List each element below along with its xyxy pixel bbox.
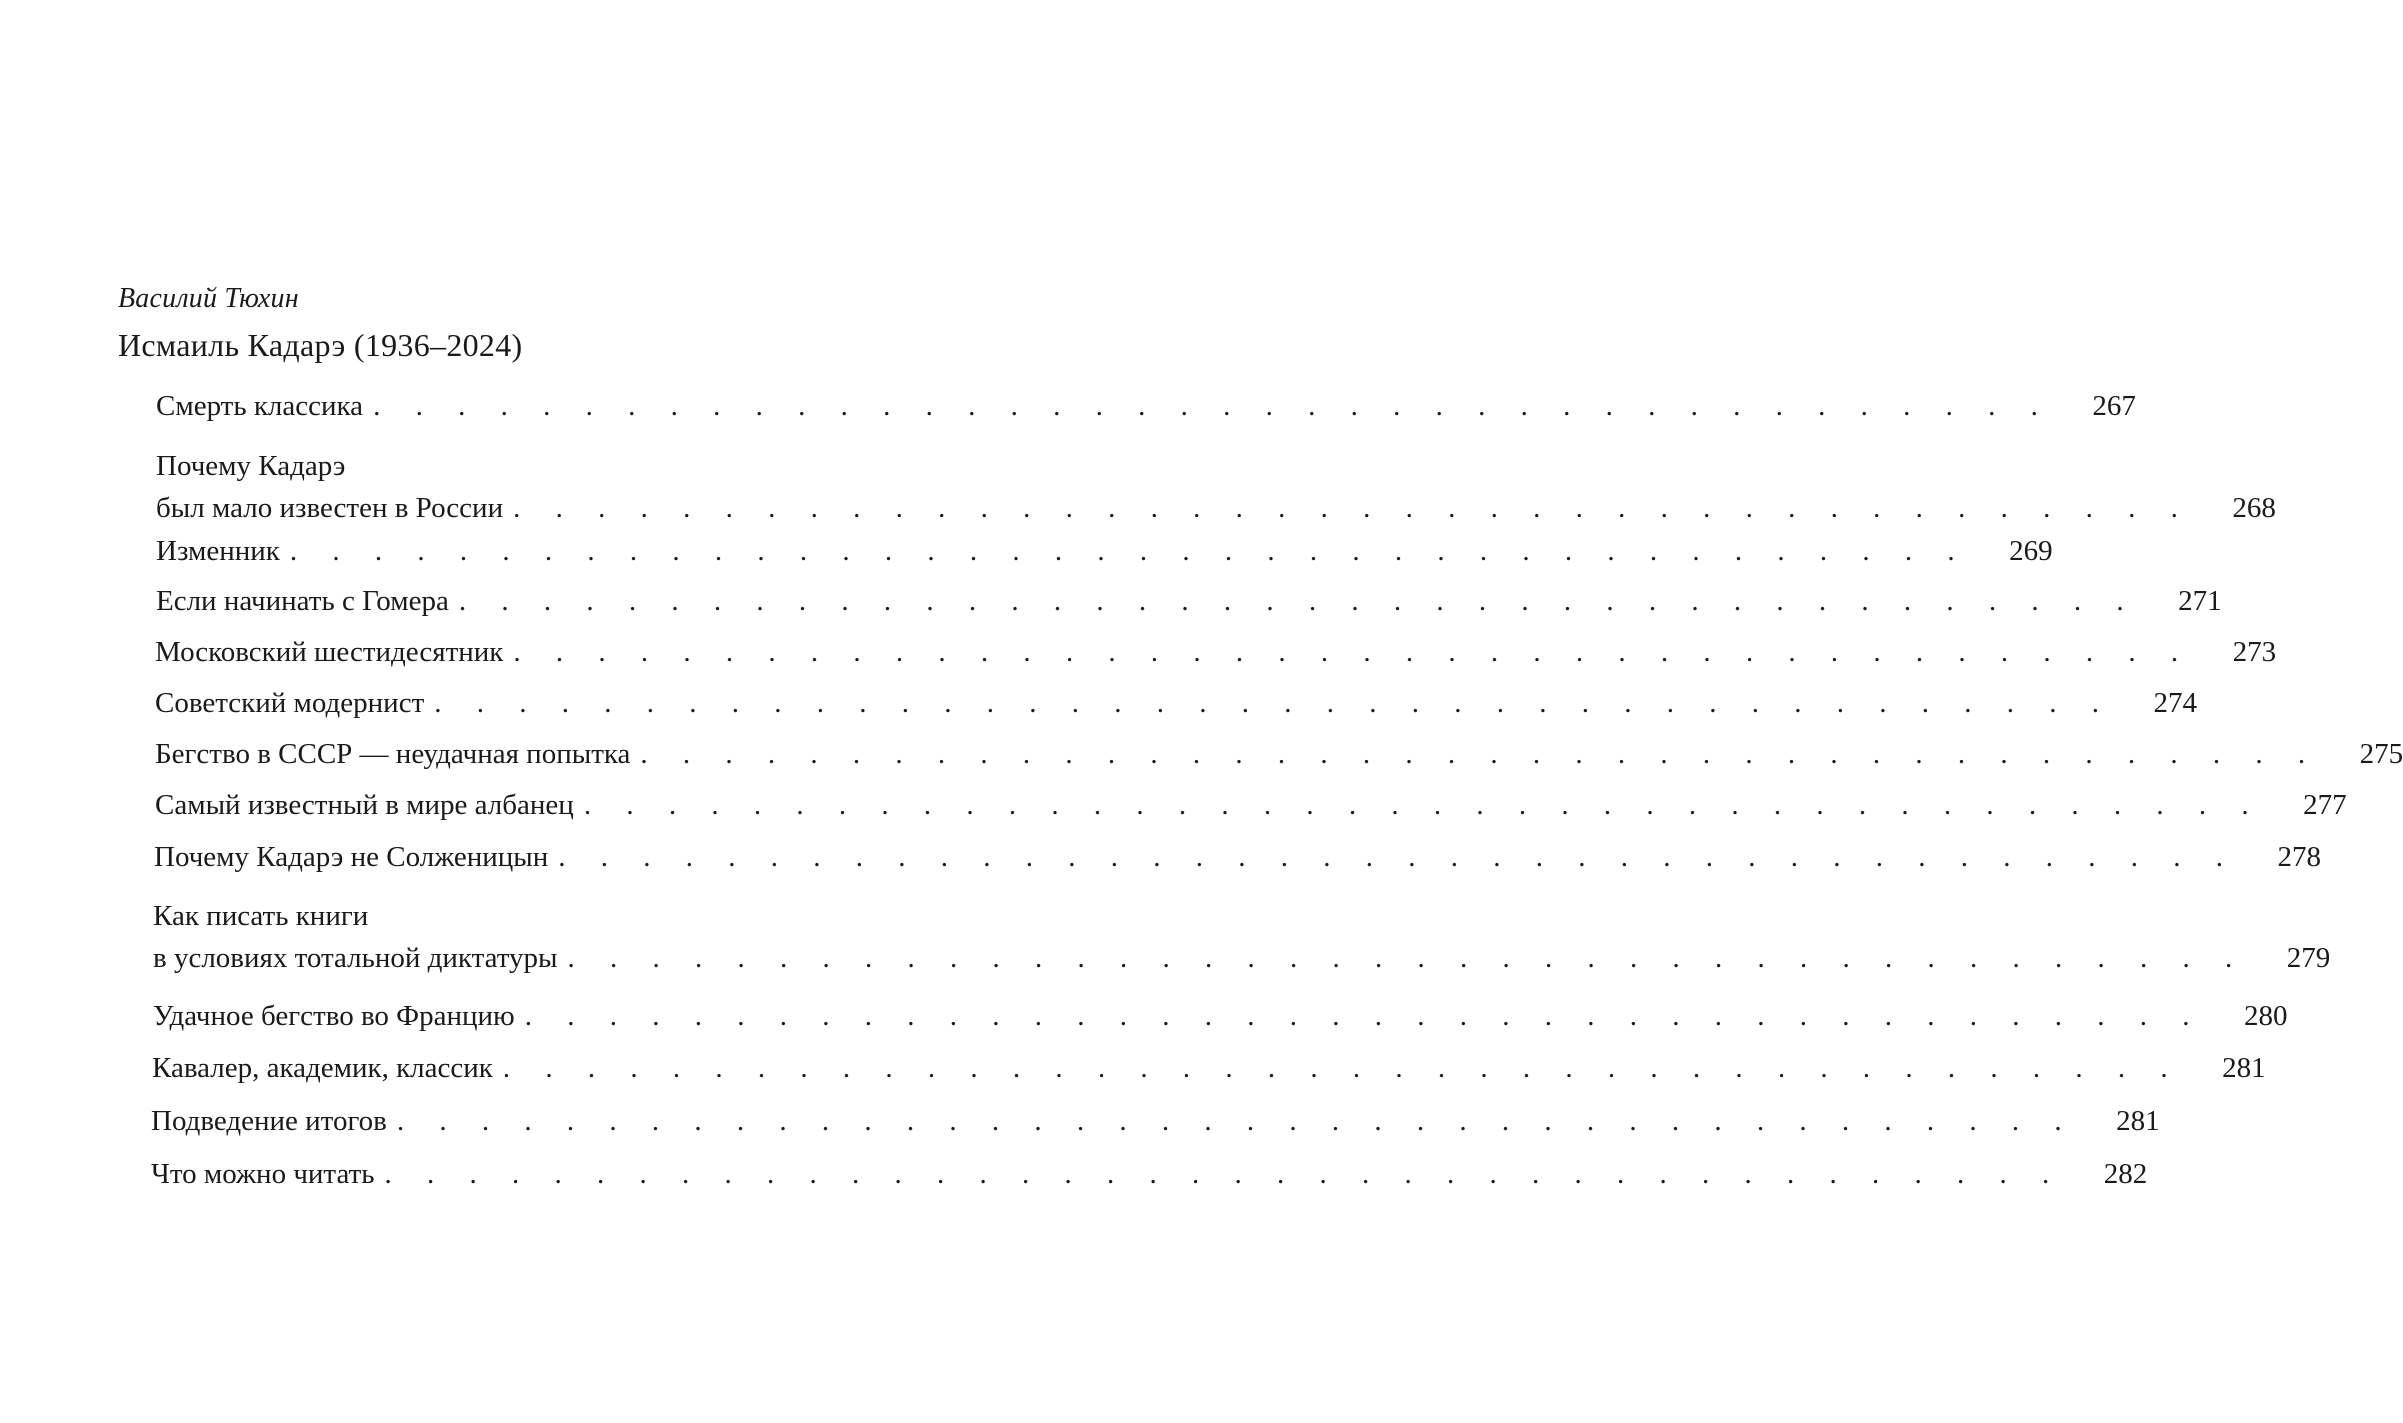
toc-page-number: 269: [2009, 535, 2053, 567]
toc-entry-title: Изменник: [156, 535, 280, 567]
toc-entry[interactable]: [156, 530, 2053, 572]
toc-page-number: 271: [2178, 585, 2222, 617]
toc-entry[interactable]: [151, 1100, 2160, 1142]
toc-entry-title: был мало известен в России: [156, 492, 504, 524]
toc-entry-title: Советский модернист: [155, 687, 425, 719]
toc-page-number: 275: [2359, 738, 2403, 770]
dot-leader: . . . . . . . . . . . . . . . . . . . . . . . . . . . . . . . . . . . . . . . .: [513, 492, 2192, 524]
dot-leader: . . . . . . . . . . . . . . . . . . . . . . . . . . . . . . . . . . . . . . . .: [558, 841, 2238, 873]
toc-entry[interactable]: [151, 1153, 2148, 1195]
toc-entry-title: Смерть классика: [156, 390, 364, 422]
dot-leader: . . . . . . . . . . . . . . . . . . . . . . . . . . . . . . . . . . . . . . . .: [289, 535, 1969, 567]
toc-entry[interactable]: [155, 784, 2347, 826]
toc-page-number: 281: [2222, 1052, 2266, 1084]
dot-leader: . . . . . . . . . . . . . . . . . . . . . . . . . . . . . . . . . . . . . . . .: [384, 1158, 2064, 1190]
toc-entry[interactable]: [155, 733, 2403, 775]
dot-leader: . . . . . . . . . . . . . . . . . . . . . . . . . . . . . . . . . . . . . . . .: [434, 687, 2113, 719]
toc-entry-title: в условиях тотальной диктатуры: [153, 942, 558, 974]
toc-page-number: 281: [2116, 1105, 2160, 1137]
toc-entry[interactable]: [154, 836, 2322, 878]
dot-leader: . . . . . . . . . . . . . . . . . . . . . . . . . . . . . . . . . . . . . . . .: [513, 636, 2193, 668]
toc-page-number: 278: [2277, 841, 2322, 873]
toc-entry-title: Что можно читать: [151, 1158, 375, 1190]
section-title: Исмаиль Кадарэ (1936–2024): [118, 327, 523, 363]
toc-entry-title: Бегство в СССР — неудачная попытка: [155, 738, 631, 770]
toc-page-number: 277: [2303, 789, 2347, 821]
toc-entry[interactable]: [156, 385, 2136, 427]
toc-entry[interactable]: [155, 631, 2277, 673]
toc-page-number: 268: [2232, 492, 2276, 524]
toc-entry-title: Кавалер, академик, классик: [152, 1052, 493, 1084]
toc-page-number: 280: [2243, 1000, 2288, 1032]
toc-page-number: 274: [2153, 687, 2197, 719]
author-name: Василий Тюхин: [118, 283, 299, 314]
dot-leader: . . . . . . . . . . . . . . . . . . . . . . . . . . . . . . . . . . . . . . . .: [524, 1000, 2204, 1032]
toc-entry-title-line: Почему Кадарэ: [156, 450, 346, 482]
dot-leader: . . . . . . . . . . . . . . . . . . . . . . . . . . . . . . . . . . . . . . . .: [458, 585, 2138, 617]
toc-entry[interactable]: [156, 580, 2222, 622]
dot-leader: . . . . . . . . . . . . . . . . . . . . . . . . . . . . . . . . . . . . . . . .: [396, 1105, 2076, 1137]
toc-entry[interactable]: [156, 445, 2276, 529]
toc-entry-title-line: Как писать книги: [153, 900, 369, 932]
toc-entry-title: Удачное бегство во Францию: [153, 1000, 515, 1032]
toc-page-number: 273: [2232, 636, 2277, 668]
toc-entry-title: Подведение итогов: [151, 1105, 387, 1137]
toc-entry[interactable]: [155, 682, 2197, 724]
toc-page-number: 282: [2103, 1158, 2148, 1190]
toc-entry-title: Самый известный в мире албанец: [155, 789, 574, 821]
dot-leader: . . . . . . . . . . . . . . . . . . . . . . . . . . . . . . . . . . . . . . . .: [640, 738, 2320, 770]
toc-entry[interactable]: [152, 1047, 2266, 1089]
toc-entry[interactable]: [153, 895, 2331, 979]
toc-page-number: 279: [2286, 942, 2331, 974]
dot-leader: . . . . . . . . . . . . . . . . . . . . . . . . . . . . . . . . . . . . . . . .: [373, 390, 2052, 422]
dot-leader: . . . . . . . . . . . . . . . . . . . . . . . . . . . . . . . . . . . . . . . .: [583, 789, 2263, 821]
toc-page-number: 267: [2092, 390, 2136, 422]
dot-leader: . . . . . . . . . . . . . . . . . . . . . . . . . . . . . . . . . . . . . . . .: [502, 1052, 2182, 1084]
toc-entry-title: Почему Кадарэ не Солженицын: [154, 841, 549, 873]
toc-entry-title: Московский шестидесятник: [155, 636, 504, 668]
toc-entry[interactable]: [153, 995, 2288, 1037]
dot-leader: . . . . . . . . . . . . . . . . . . . . . . . . . . . . . . . . . . . . . . . .: [567, 942, 2247, 974]
toc-entry-title: Если начинать с Гомера: [156, 585, 449, 617]
